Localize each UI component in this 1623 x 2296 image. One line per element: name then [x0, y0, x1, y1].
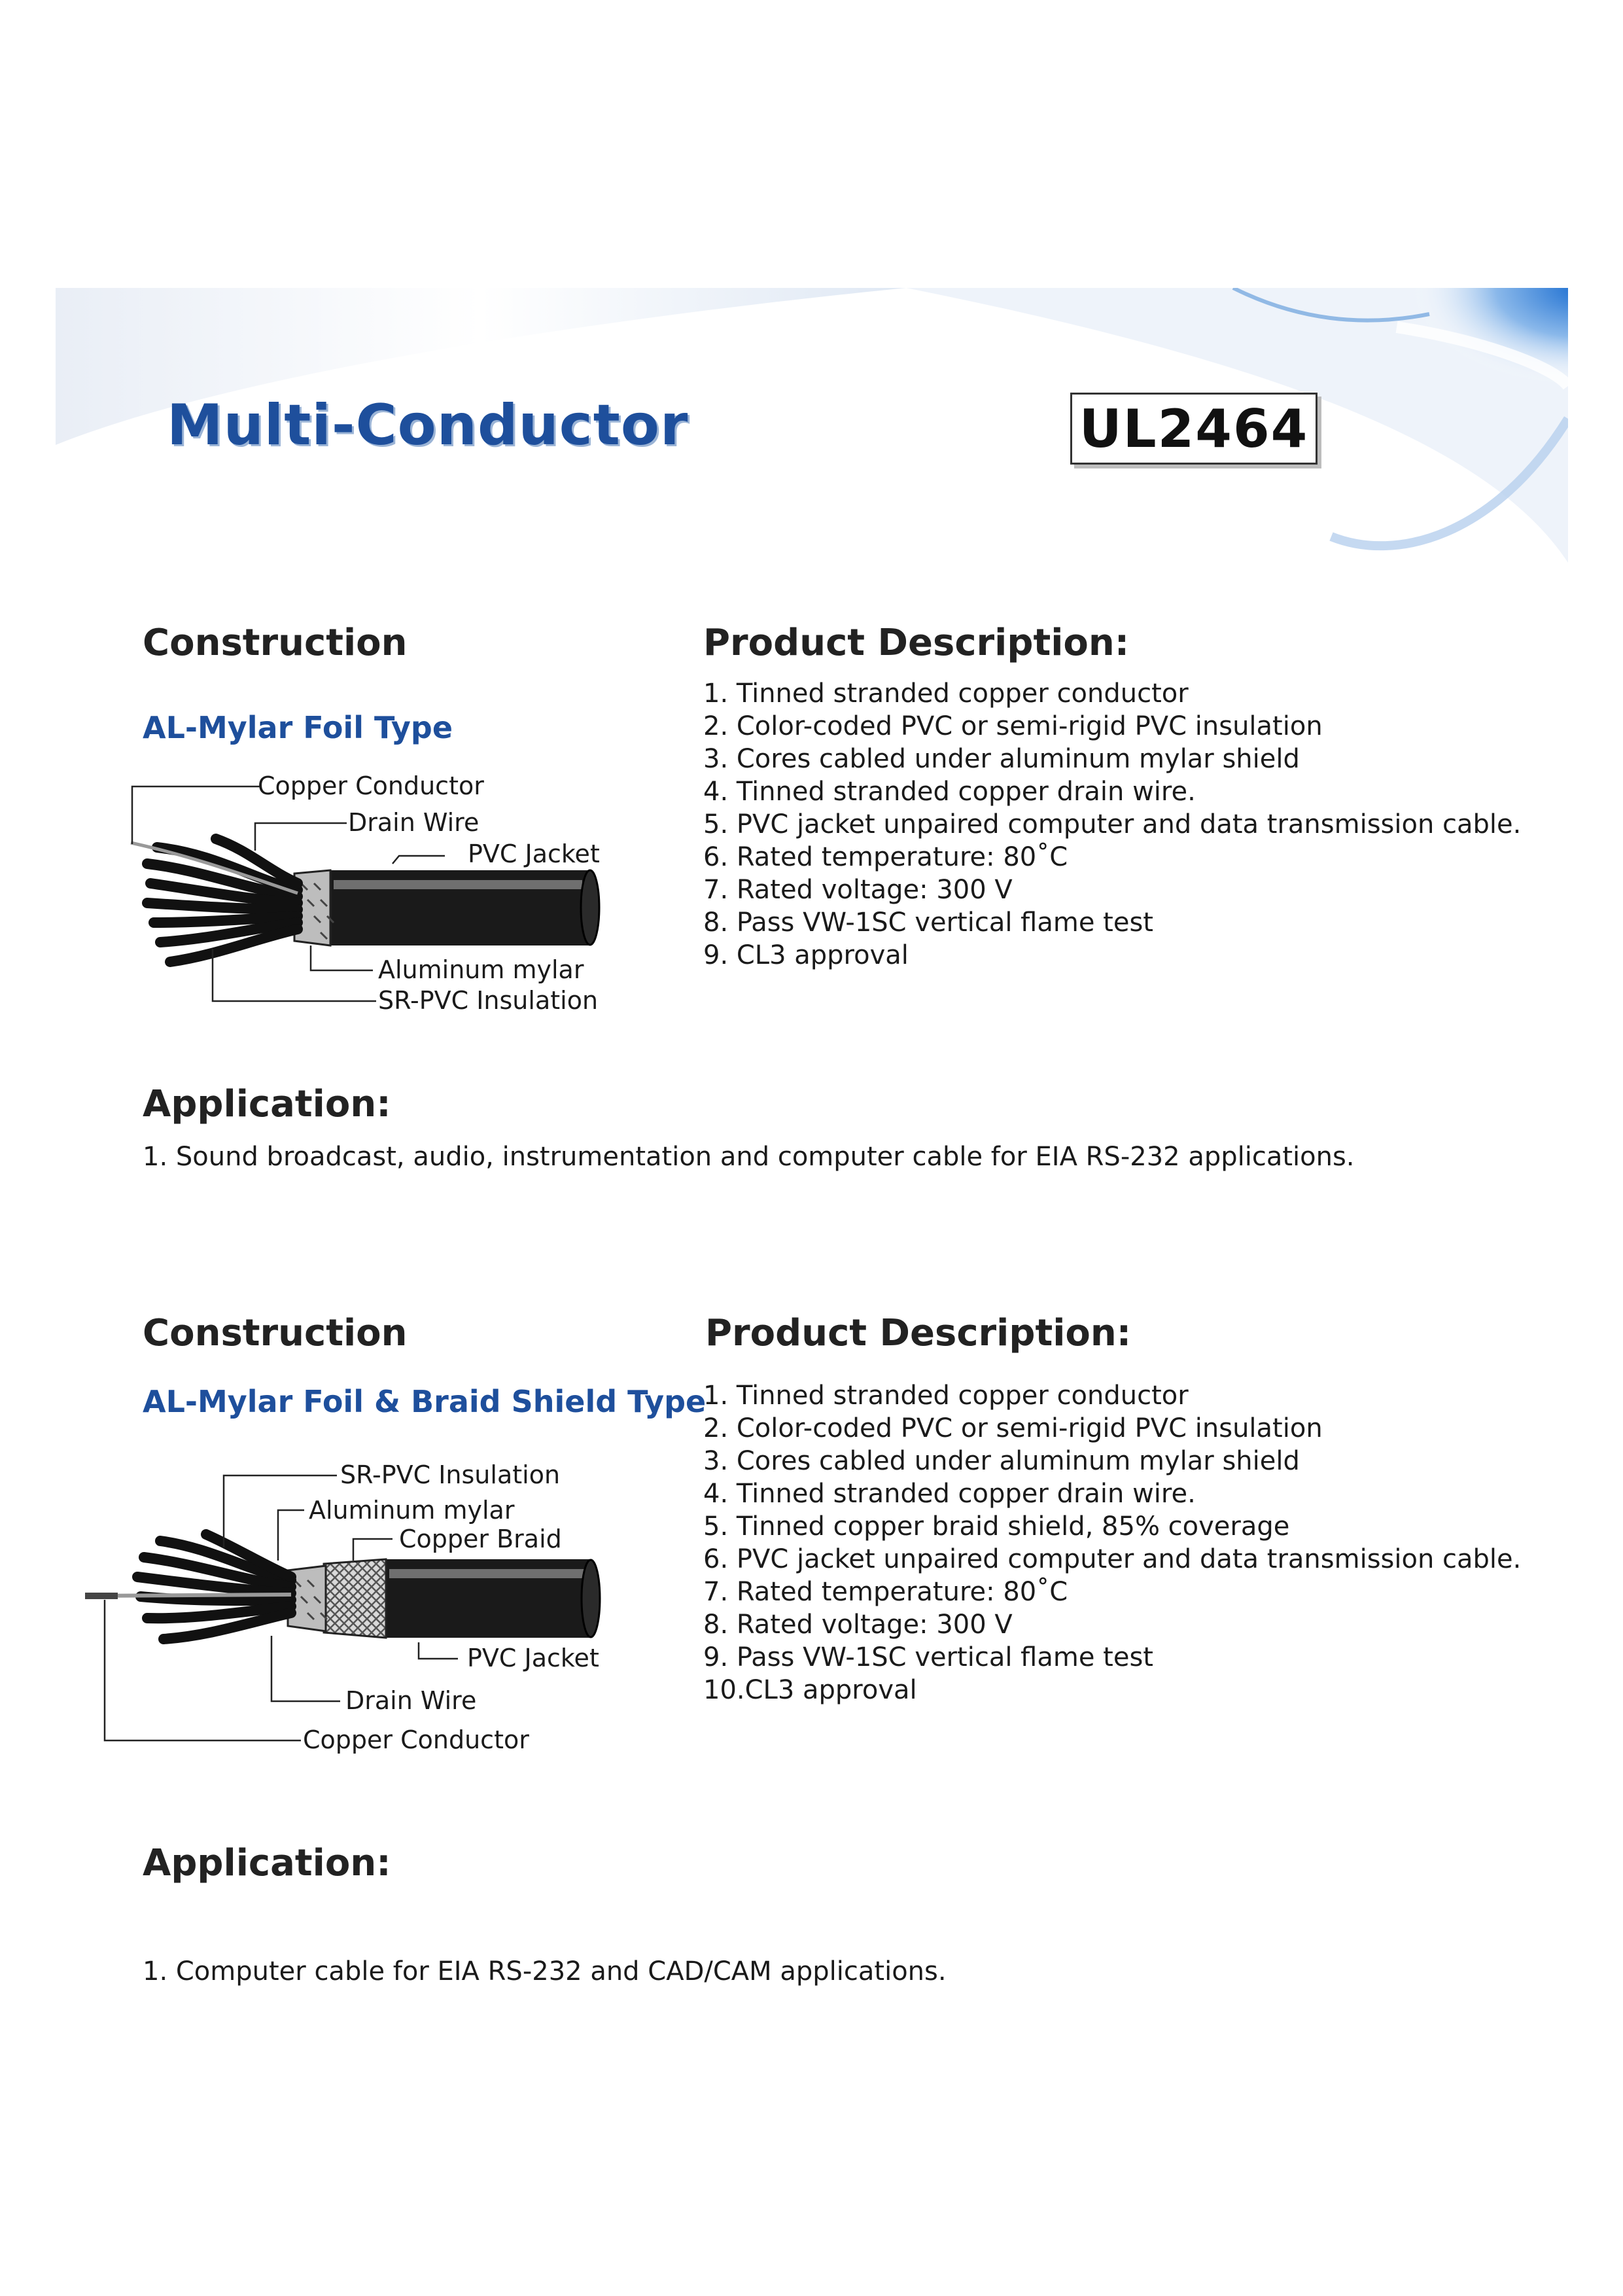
- list-item: 7. Rated temperature: 80˚C: [703, 1577, 1068, 1607]
- label-copper-braid: Copper Braid: [399, 1525, 562, 1553]
- list-item: 3. Cores cabled under aluminum mylar shield: [703, 744, 1300, 774]
- list-item: 9. Pass VW-1SC vertical flame test: [703, 1642, 1153, 1672]
- product-description-heading: Product Description:: [703, 622, 1130, 664]
- label-sr-pvc-insulation: SR-PVC Insulation: [340, 1460, 561, 1489]
- list-item: 3. Cores cabled under aluminum mylar shield: [703, 1446, 1300, 1476]
- page-title: Multi-Conductor: [167, 393, 689, 458]
- label-sr-pvc-insulation: SR-PVC Insulation: [378, 986, 599, 1014]
- model-number-box: [1070, 393, 1318, 465]
- list-item: 4. Tinned stranded copper drain wire.: [703, 777, 1196, 807]
- label-pvc-jacket: PVC Jacket: [467, 1644, 599, 1672]
- model-number: UL2464: [1079, 398, 1309, 459]
- list-item: 7. Rated voltage: 300 V: [703, 875, 1013, 905]
- label-aluminum-mylar: Aluminum mylar: [309, 1496, 515, 1525]
- label-drain-wire: Drain Wire: [348, 808, 480, 837]
- label-aluminum-mylar: Aluminum mylar: [378, 955, 584, 984]
- application-heading: Application:: [143, 1083, 391, 1125]
- label-copper-conductor: Copper Conductor: [258, 771, 484, 800]
- list-item: 8. Rated voltage: 300 V: [703, 1610, 1013, 1640]
- construction-heading: Construction: [143, 1312, 408, 1354]
- product-description-list: [703, 677, 1521, 972]
- list-item: 5. PVC jacket unpaired computer and data transmission cable.: [703, 809, 1522, 839]
- label-copper-conductor: Copper Conductor: [303, 1725, 529, 1754]
- product-description-list: [703, 1379, 1521, 1706]
- label-pvc-jacket: PVC Jacket: [468, 839, 600, 868]
- application-item: 1. Computer cable for EIA RS-232 and CAD/CAM applications.: [143, 1956, 947, 1987]
- list-item: 6. PVC jacket unpaired computer and data transmission cable.: [703, 1544, 1522, 1574]
- list-item: 8. Pass VW-1SC vertical flame test: [703, 908, 1153, 938]
- list-item: 4. Tinned stranded copper drain wire.: [703, 1479, 1196, 1509]
- list-item: 1. Tinned stranded copper conductor: [703, 1381, 1189, 1411]
- list-item: 1. Tinned stranded copper conductor: [703, 679, 1189, 709]
- cable-type-label: AL-Mylar Foil & Braid Shield Type: [143, 1384, 707, 1419]
- cable-diagram-foil: [118, 766, 628, 1014]
- insulated-cores: [147, 839, 298, 962]
- application-item: 1. Sound broadcast, audio, instrumentation and computer cable for EIA RS-232 applications.: [143, 1142, 1355, 1172]
- product-description-heading: Product Description:: [705, 1312, 1132, 1354]
- insulated-cores: [137, 1534, 291, 1639]
- application-heading: Application:: [143, 1842, 391, 1884]
- list-item: 6. Rated temperature: 80˚C: [703, 842, 1068, 872]
- cable-diagram-braid: [79, 1449, 628, 1763]
- construction-heading: Construction: [143, 622, 408, 664]
- list-item: 9. CL3 approval: [703, 940, 909, 970]
- list-item: 10.CL3 approval: [703, 1675, 917, 1705]
- copper-braid-shape: [324, 1559, 386, 1638]
- list-item: 2. Color-coded PVC or semi-rigid PVC insulation: [703, 711, 1323, 741]
- list-item: 2. Color-coded PVC or semi-rigid PVC insulation: [703, 1413, 1323, 1443]
- list-item: 5. Tinned copper braid shield, 85% coverage: [703, 1511, 1290, 1542]
- cable-type-label: AL-Mylar Foil Type: [143, 710, 453, 745]
- label-drain-wire: Drain Wire: [345, 1686, 477, 1715]
